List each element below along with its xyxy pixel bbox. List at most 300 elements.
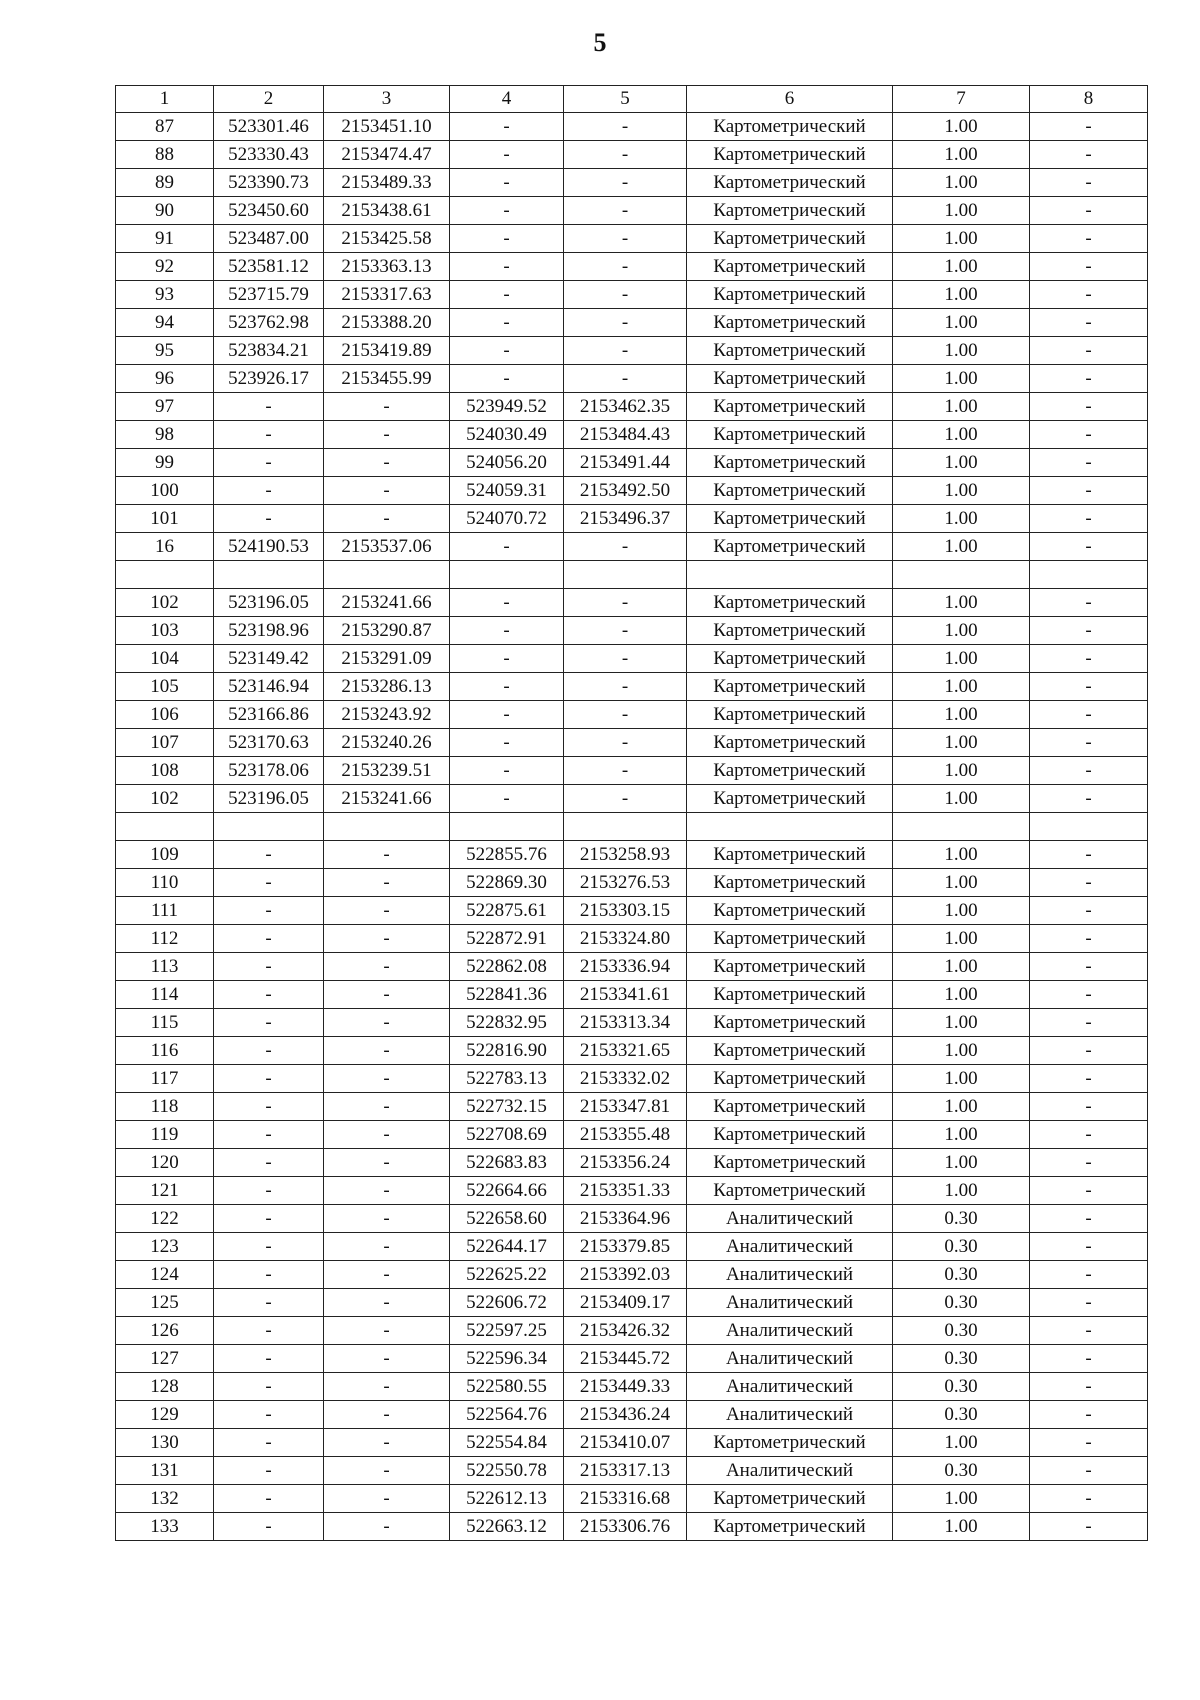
table-cell: 1.00 (893, 981, 1030, 1009)
table-row (116, 1345, 1148, 1373)
table-cell: 522732.15 (450, 1093, 564, 1121)
table-cell: 522869.30 (450, 869, 564, 897)
table-cell: Картометрический (687, 1121, 893, 1149)
table-cell: 108 (116, 757, 214, 785)
table-cell: - (1030, 1513, 1148, 1541)
table-cell: Картометрический (687, 113, 893, 141)
table-cell: 90 (116, 197, 214, 225)
table-cell: 0.30 (893, 1345, 1030, 1373)
table-cell: - (1030, 421, 1148, 449)
table-cell: - (564, 533, 687, 561)
table-cell: 117 (116, 1065, 214, 1093)
table-cell: 2153241.66 (324, 785, 450, 813)
table-cell: - (450, 617, 564, 645)
table-cell: 522644.17 (450, 1233, 564, 1261)
table-cell: 522597.25 (450, 1317, 564, 1345)
table-cell: 2153489.33 (324, 169, 450, 197)
table-cell: Картометрический (687, 449, 893, 477)
column-header-6: 6 (687, 86, 893, 113)
table-cell: 98 (116, 421, 214, 449)
table-cell: 1.00 (893, 225, 1030, 253)
table-row (116, 169, 1148, 197)
table-cell: - (564, 309, 687, 337)
table-cell: - (564, 225, 687, 253)
table-cell: 523390.73 (214, 169, 324, 197)
table-cell: 523149.42 (214, 645, 324, 673)
table-cell: 1.00 (893, 897, 1030, 925)
table-cell: - (450, 225, 564, 253)
table-cell: - (1030, 925, 1148, 953)
table-cell: 91 (116, 225, 214, 253)
table-cell: - (1030, 281, 1148, 309)
table-cell: 522855.76 (450, 841, 564, 869)
table-cell: 1.00 (893, 645, 1030, 673)
table-cell: - (214, 421, 324, 449)
table-cell: - (450, 785, 564, 813)
table-cell: 522596.34 (450, 1345, 564, 1373)
table-cell: 2153290.87 (324, 617, 450, 645)
table-cell: - (1030, 505, 1148, 533)
table-cell: 0.30 (893, 1373, 1030, 1401)
table-cell: 1.00 (893, 1429, 1030, 1457)
table-cell: 2153491.44 (564, 449, 687, 477)
table-cell: 523834.21 (214, 337, 324, 365)
table-cell: 111 (116, 897, 214, 925)
table-row (116, 1485, 1148, 1513)
table-cell: Картометрический (687, 1513, 893, 1541)
table-cell: 523330.43 (214, 141, 324, 169)
table-cell: - (1030, 1261, 1148, 1289)
table-cell: 2153324.80 (564, 925, 687, 953)
table-cell: 1.00 (893, 141, 1030, 169)
table-cell: - (214, 1009, 324, 1037)
table-cell: 1.00 (893, 449, 1030, 477)
table-cell: - (1030, 729, 1148, 757)
table-cell: - (1030, 1121, 1148, 1149)
table-cell: - (214, 1037, 324, 1065)
table-cell: - (214, 1121, 324, 1149)
table-cell: Картометрический (687, 1065, 893, 1093)
table-cell: 1.00 (893, 1513, 1030, 1541)
table-cell: 522832.95 (450, 1009, 564, 1037)
table-cell: 522841.36 (450, 981, 564, 1009)
table-cell: - (1030, 869, 1148, 897)
table-cell: Картометрический (687, 841, 893, 869)
table-cell: 112 (116, 925, 214, 953)
table-cell: 522875.61 (450, 897, 564, 925)
table-cell: 1.00 (893, 1065, 1030, 1093)
table-cell: 107 (116, 729, 214, 757)
table-cell: - (324, 393, 450, 421)
table-cell: - (324, 1065, 450, 1093)
table-cell: 2153451.10 (324, 113, 450, 141)
table-cell: - (1030, 1317, 1148, 1345)
table-cell: - (214, 393, 324, 421)
table-cell: 102 (116, 589, 214, 617)
table-cell: - (1030, 1009, 1148, 1037)
column-header-7: 7 (893, 86, 1030, 113)
table-cell: - (324, 449, 450, 477)
table-cell: 524056.20 (450, 449, 564, 477)
table-cell: Картометрический (687, 1093, 893, 1121)
table-cell: 118 (116, 1093, 214, 1121)
table-cell: - (214, 449, 324, 477)
table-cell: 1.00 (893, 421, 1030, 449)
table-cell: 2153425.58 (324, 225, 450, 253)
table-cell: - (214, 1149, 324, 1177)
table-cell: - (324, 477, 450, 505)
table-cell: 2153313.34 (564, 1009, 687, 1037)
table-cell: - (1030, 393, 1148, 421)
table-cell: 2153474.47 (324, 141, 450, 169)
table-cell: Аналитический (687, 1373, 893, 1401)
table-cell: - (324, 1149, 450, 1177)
table-cell: 132 (116, 1485, 214, 1513)
table-cell: 1.00 (893, 925, 1030, 953)
table-cell: 114 (116, 981, 214, 1009)
table-cell: - (1030, 225, 1148, 253)
table-cell: 95 (116, 337, 214, 365)
table-cell: - (214, 897, 324, 925)
table-cell: - (1030, 589, 1148, 617)
table-cell: 2153363.13 (324, 253, 450, 281)
table-cell: 524059.31 (450, 477, 564, 505)
table-cell: 2153537.06 (324, 533, 450, 561)
table-cell: - (324, 1457, 450, 1485)
table-cell: 523450.60 (214, 197, 324, 225)
table-cell: 92 (116, 253, 214, 281)
table-cell: 119 (116, 1121, 214, 1149)
table-cell: - (324, 1261, 450, 1289)
table-cell: - (564, 645, 687, 673)
table-cell: 105 (116, 673, 214, 701)
table-cell: - (450, 589, 564, 617)
table-cell: Картометрический (687, 701, 893, 729)
table-row (116, 309, 1148, 337)
table-cell: - (1030, 1485, 1148, 1513)
table-cell: - (214, 1289, 324, 1317)
table-cell: 0.30 (893, 1233, 1030, 1261)
table-cell: - (214, 953, 324, 981)
table-cell: 523581.12 (214, 253, 324, 281)
table-row (116, 253, 1148, 281)
table-cell: - (1030, 785, 1148, 813)
table-cell: - (450, 645, 564, 673)
table-cell: - (214, 1205, 324, 1233)
table-row (116, 1233, 1148, 1261)
table-cell: 522783.13 (450, 1065, 564, 1093)
separator-row (116, 561, 1148, 589)
table-cell: 1.00 (893, 1093, 1030, 1121)
table-cell: Картометрический (687, 1009, 893, 1037)
table-cell: 2153321.65 (564, 1037, 687, 1065)
table-cell: 2153239.51 (324, 757, 450, 785)
table-cell: 2153276.53 (564, 869, 687, 897)
table-cell: - (1030, 365, 1148, 393)
table-cell: - (214, 1513, 324, 1541)
table-cell: Картометрический (687, 953, 893, 981)
table-cell: - (214, 1429, 324, 1457)
table-cell: Аналитический (687, 1457, 893, 1485)
table-row (116, 533, 1148, 561)
table-cell: 522708.69 (450, 1121, 564, 1149)
table-cell: - (324, 981, 450, 1009)
table-cell: 2153240.26 (324, 729, 450, 757)
table-cell: 1.00 (893, 1485, 1030, 1513)
table-cell: - (450, 169, 564, 197)
table-row (116, 225, 1148, 253)
table-cell: 1.00 (893, 785, 1030, 813)
table-cell: - (1030, 1401, 1148, 1429)
table-cell: - (564, 113, 687, 141)
table-cell: 1.00 (893, 953, 1030, 981)
table-cell: - (1030, 897, 1148, 925)
table-cell: - (214, 981, 324, 1009)
table-cell: - (214, 1345, 324, 1373)
table-cell: - (214, 1485, 324, 1513)
table-cell: - (214, 925, 324, 953)
table-cell (450, 813, 564, 841)
table-cell: - (564, 701, 687, 729)
table-cell: - (450, 365, 564, 393)
table-row (116, 1513, 1148, 1541)
table-cell: 2153316.68 (564, 1485, 687, 1513)
table-row (116, 421, 1148, 449)
table-row (116, 1429, 1148, 1457)
table-row (116, 1205, 1148, 1233)
table-cell: - (324, 1233, 450, 1261)
table-cell: Аналитический (687, 1205, 893, 1233)
table-cell (1030, 813, 1148, 841)
table-cell: Картометрический (687, 673, 893, 701)
table-cell: 2153410.07 (564, 1429, 687, 1457)
table-cell: - (214, 1457, 324, 1485)
table-cell: 1.00 (893, 365, 1030, 393)
table-cell: 1.00 (893, 533, 1030, 561)
table-cell: - (1030, 1065, 1148, 1093)
table-cell: - (1030, 309, 1148, 337)
table-cell: - (324, 1345, 450, 1373)
table-cell: 522862.08 (450, 953, 564, 981)
table-cell: - (324, 1177, 450, 1205)
table-cell: Аналитический (687, 1345, 893, 1373)
table-cell: - (324, 1093, 450, 1121)
table-row (116, 673, 1148, 701)
table-cell: 133 (116, 1513, 214, 1541)
table-row (116, 393, 1148, 421)
table-cell: 16 (116, 533, 214, 561)
table-cell: 1.00 (893, 701, 1030, 729)
table-cell: 523166.86 (214, 701, 324, 729)
table-cell: - (1030, 981, 1148, 1009)
table-cell: 523146.94 (214, 673, 324, 701)
table-cell (214, 561, 324, 589)
table-row (116, 449, 1148, 477)
table-cell: 1.00 (893, 505, 1030, 533)
table-cell: 2153364.96 (564, 1205, 687, 1233)
table-cell (893, 561, 1030, 589)
table-cell: 2153303.15 (564, 897, 687, 925)
table-cell: - (324, 841, 450, 869)
table-cell: - (1030, 253, 1148, 281)
table-cell: Картометрический (687, 897, 893, 925)
table-cell: 2153379.85 (564, 1233, 687, 1261)
table-cell: 96 (116, 365, 214, 393)
table-cell: 2153496.37 (564, 505, 687, 533)
table-cell: 1.00 (893, 113, 1030, 141)
table-cell: 1.00 (893, 197, 1030, 225)
table-row (116, 981, 1148, 1009)
table-cell: 2153286.13 (324, 673, 450, 701)
table-cell: - (324, 1401, 450, 1429)
table-cell: - (1030, 1093, 1148, 1121)
table-cell: - (1030, 1373, 1148, 1401)
table-cell: 0.30 (893, 1289, 1030, 1317)
table-cell: 523762.98 (214, 309, 324, 337)
table-cell: Картометрический (687, 281, 893, 309)
table-cell: 522816.90 (450, 1037, 564, 1065)
table-cell: Картометрический (687, 393, 893, 421)
table-cell: Картометрический (687, 1037, 893, 1065)
table-cell: - (450, 197, 564, 225)
table-cell: - (564, 365, 687, 393)
table-row (116, 1093, 1148, 1121)
table-cell: 2153436.24 (564, 1401, 687, 1429)
table-cell: 121 (116, 1177, 214, 1205)
table-cell: - (564, 253, 687, 281)
table-row (116, 841, 1148, 869)
table-cell: - (1030, 337, 1148, 365)
table-row (116, 953, 1148, 981)
table-cell (116, 561, 214, 589)
table-cell: 1.00 (893, 1177, 1030, 1205)
table-cell: - (324, 1373, 450, 1401)
column-header-3: 3 (324, 86, 450, 113)
table-cell: 1.00 (893, 1121, 1030, 1149)
table-cell: 1.00 (893, 169, 1030, 197)
table-row (116, 1373, 1148, 1401)
table-cell: 128 (116, 1373, 214, 1401)
table-cell (564, 813, 687, 841)
table-cell: - (450, 701, 564, 729)
table-cell: - (1030, 1345, 1148, 1373)
table-cell: 103 (116, 617, 214, 645)
table-cell: - (450, 673, 564, 701)
table-cell: 1.00 (893, 309, 1030, 337)
table-cell: 1.00 (893, 757, 1030, 785)
table-cell: 524070.72 (450, 505, 564, 533)
table-cell: - (450, 337, 564, 365)
table-cell: Картометрический (687, 141, 893, 169)
table-cell: Картометрический (687, 253, 893, 281)
table-cell: - (1030, 197, 1148, 225)
table-cell: 100 (116, 477, 214, 505)
table-cell: - (1030, 645, 1148, 673)
table-row (116, 1065, 1148, 1093)
table-cell: - (564, 281, 687, 309)
table-cell: - (450, 757, 564, 785)
table-cell: - (1030, 617, 1148, 645)
table-cell: 122 (116, 1205, 214, 1233)
table-cell: 124 (116, 1261, 214, 1289)
table-cell: 522550.78 (450, 1457, 564, 1485)
table-cell: - (564, 729, 687, 757)
table-cell: 523301.46 (214, 113, 324, 141)
table-cell: Картометрический (687, 477, 893, 505)
table-cell: - (1030, 449, 1148, 477)
table-row (116, 785, 1148, 813)
table-cell: Картометрический (687, 309, 893, 337)
table-cell: Картометрический (687, 1429, 893, 1457)
table-cell: - (1030, 953, 1148, 981)
table-cell: 1.00 (893, 673, 1030, 701)
table-cell (893, 813, 1030, 841)
table-cell (450, 561, 564, 589)
table-cell: 2153306.76 (564, 1513, 687, 1541)
table-cell (324, 561, 450, 589)
table-cell: 125 (116, 1289, 214, 1317)
table-cell: - (564, 757, 687, 785)
table-cell: 523196.05 (214, 589, 324, 617)
table-cell: 522683.83 (450, 1149, 564, 1177)
table-cell: - (564, 197, 687, 225)
table-row (116, 141, 1148, 169)
table-cell: - (214, 841, 324, 869)
table-cell: 2153336.94 (564, 953, 687, 981)
column-header-5: 5 (564, 86, 687, 113)
table-cell: 1.00 (893, 1149, 1030, 1177)
table-row (116, 1009, 1148, 1037)
table-cell: - (324, 1485, 450, 1513)
table-row (116, 477, 1148, 505)
table-cell: 2153317.13 (564, 1457, 687, 1485)
table-cell: 1.00 (893, 337, 1030, 365)
table-cell: 93 (116, 281, 214, 309)
table-cell: - (450, 533, 564, 561)
table-cell: 2153409.17 (564, 1289, 687, 1317)
table-cell (564, 561, 687, 589)
table-cell: 1.00 (893, 841, 1030, 869)
table-cell: 87 (116, 113, 214, 141)
table-cell: 2153243.92 (324, 701, 450, 729)
table-header-row (116, 86, 1148, 113)
table-cell: - (450, 309, 564, 337)
table-cell: 88 (116, 141, 214, 169)
table-cell: - (1030, 1457, 1148, 1485)
table-row (116, 757, 1148, 785)
table-cell: 522606.72 (450, 1289, 564, 1317)
table-cell: 2153332.02 (564, 1065, 687, 1093)
table-cell: - (1030, 1149, 1148, 1177)
table-cell: 2153484.43 (564, 421, 687, 449)
table-cell: - (324, 1121, 450, 1149)
table-row (116, 365, 1148, 393)
table-cell: Картометрический (687, 1485, 893, 1513)
table-cell: Картометрический (687, 197, 893, 225)
table-cell: 524190.53 (214, 533, 324, 561)
table-row (116, 645, 1148, 673)
table-cell: - (324, 1317, 450, 1345)
table-cell: - (564, 141, 687, 169)
table-cell: 522664.66 (450, 1177, 564, 1205)
table-row (116, 897, 1148, 925)
table-row (116, 729, 1148, 757)
table-cell: 120 (116, 1149, 214, 1177)
table-cell: - (1030, 673, 1148, 701)
table-cell: 131 (116, 1457, 214, 1485)
table-row (116, 505, 1148, 533)
table-cell: 109 (116, 841, 214, 869)
